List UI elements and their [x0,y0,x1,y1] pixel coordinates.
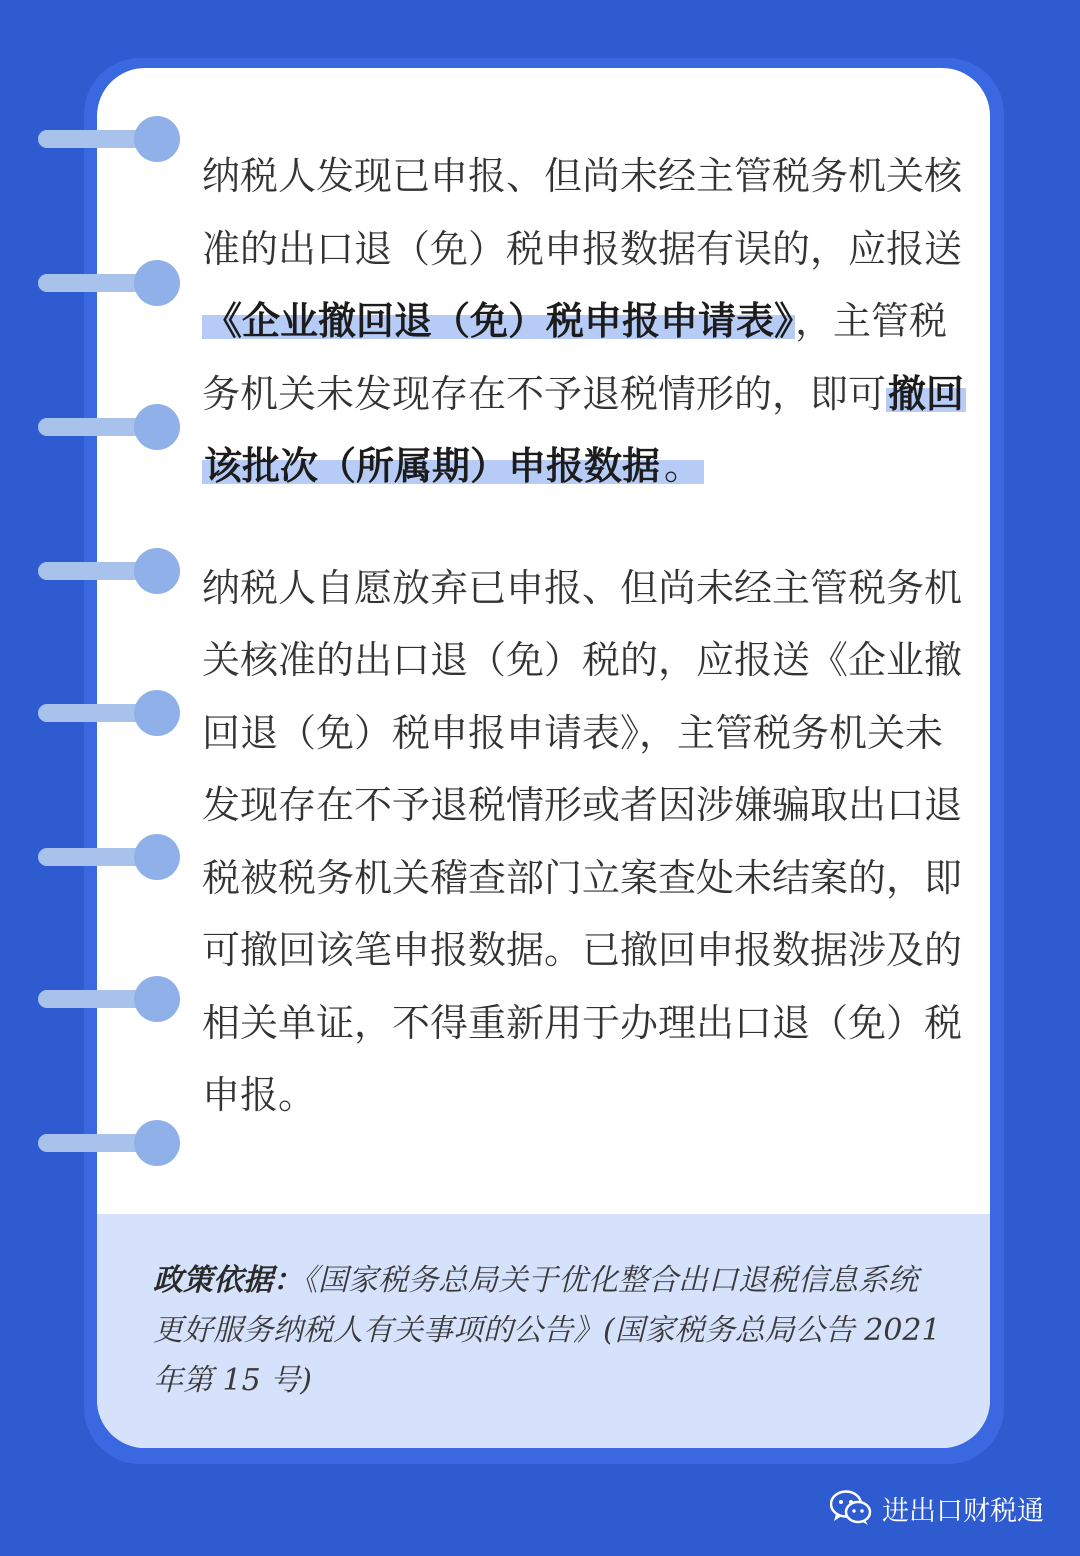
policy-label: 政策依据： [153,1263,303,1298]
policy-text: 《国家税务总局关于优化整合出口退税信息系统 更好服务纳税人有关事项的公告》(国家税务总局公告 2021 年第 15 号) [153,1263,941,1398]
policy-basis [153,1256,953,1406]
paragraph-1 [202,140,972,503]
binder-ring [38,260,188,308]
binder-ring [38,548,188,596]
watermark [830,1486,1044,1530]
highlight-form-name: 《企业撤回退（免）税申报申请表》 [204,299,794,343]
binder-ring [38,690,188,738]
highlight-withdraw-batch: 撤回该批次（所属期）申报数据 [204,371,965,488]
binder-ring [38,1120,188,1168]
watermark-text: 进出口财税通 [882,1495,1044,1527]
paragraph-1-text-a: 纳税人发现已申报、但尚未经主管税务机关核准的出口退（免）税申报数据有误的，应报送 [202,154,963,271]
policy-footer [97,1214,990,1448]
wechat-icon [830,1490,872,1526]
paragraph-1-text-b: ，主管税务机关未发现存在不予退税情形的，即可 [202,299,948,416]
paragraph-2: 纳税人自愿放弃已申报、但尚未经主管税务机关核准的出口退（免）税的，应报送《企业撤回退（免）税申报申请表》，主管税务机关未发现存在不予退税情形或者因涉嫌骗取出口退税被税务机关稽查部门立案查处未结案的，即可撤回该笔申报数据。已撤回申报数据涉及的相关单证，不得重新用于办理出口退（免）税申报。 [202,565,963,1117]
binder-ring [38,116,188,164]
binder-ring [38,404,188,452]
card-content [202,140,972,1132]
binder-ring [38,834,188,882]
binder-ring [38,976,188,1024]
paragraph-1-end-mark: 。 [664,444,703,488]
note-card [97,68,990,1448]
